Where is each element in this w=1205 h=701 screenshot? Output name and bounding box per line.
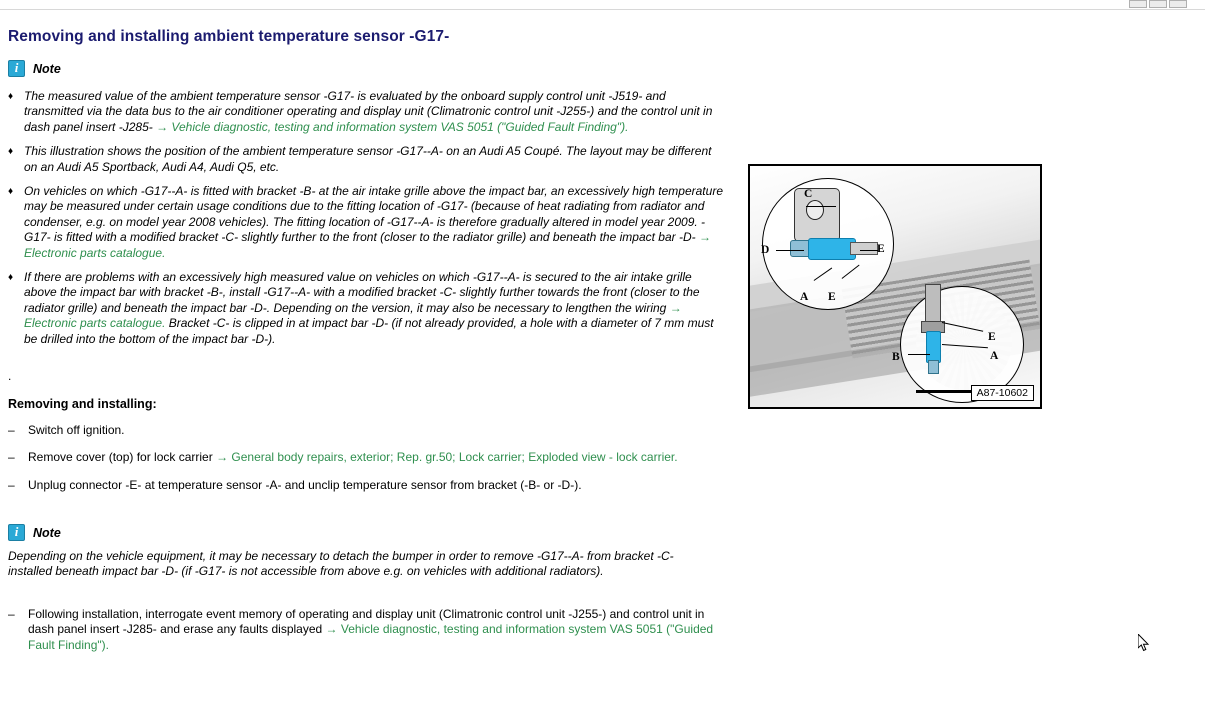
info-icon: [8, 60, 25, 77]
note-label: Note: [33, 61, 61, 76]
callout-e-3: E: [988, 331, 996, 343]
temperature-sensor: [808, 238, 856, 260]
maximize-button[interactable]: [1149, 0, 1167, 8]
cross-reference-link[interactable]: → General body repairs, exterior; Rep. gr.50; Lock carrier; Exploded view - lock carrier.: [216, 450, 678, 465]
bullet-text: [24, 89, 726, 135]
dash-marker: –: [8, 423, 15, 437]
minimize-button[interactable]: [1129, 0, 1147, 8]
callout-a-2: A: [990, 350, 999, 362]
bracket-hole: [806, 200, 824, 220]
bullet-marker: ♦: [8, 146, 14, 158]
callout-e: E: [877, 243, 885, 255]
list-item: [8, 450, 720, 465]
list-item: [8, 478, 720, 493]
step-text-part-1: Remove cover (top) for lock carrier: [28, 450, 217, 465]
bullet-text: [24, 144, 726, 175]
callout-c: C: [804, 188, 813, 200]
callout-d: D: [761, 244, 770, 256]
callout-b: B: [892, 351, 900, 363]
document-page: [0, 9, 1205, 701]
procedure-step-list-2: [8, 607, 720, 665]
list-item: [8, 184, 726, 261]
list-item: [8, 144, 726, 175]
step-text: [28, 423, 720, 438]
cross-reference-link[interactable]: → Vehicle diagnostic, testing and information system VAS 5051 ("Guided Fault Finding").: [156, 119, 629, 134]
dash-marker: –: [8, 450, 15, 465]
technical-illustration: [748, 164, 1042, 409]
section-heading: Removing and installing:: [8, 397, 157, 411]
step-text: [28, 450, 720, 465]
leader-line: [908, 354, 930, 355]
bullet-text-part-1: On vehicles on which -G17--A- is fitted with bracket -B- at the air intake grille above the impact bar, an excessively high temperature may be measured under certain usage conditions due to the fitting location of -G17- (because of heat radiating from radiator and condenser, e.g. on model year 2008 vehicles). The fitting location of -G17--A- is therefore gradually altered in model year 2009. -G17- is fitted with a modified bracket -C- slightly further to the front (closer to the radiator grille) and beneath the impact bar -D-: [24, 184, 723, 245]
bullet-marker: ♦: [8, 91, 14, 102]
close-button[interactable]: [1169, 0, 1187, 8]
bullet-text-part-1: The measured value of the ambient temperature sensor -G17- is evaluated by the onboard supply control unit -J519- and transmitted via the data bus to the air conditioner operating and display unit (Climatronic control unit -J255-) and the control unit in dash panel insert -J285-: [24, 89, 713, 134]
bullet-text-part-2: Bracket -C- is clipped in at impact bar -D- (if not already provided, a hole with a diameter of 7 mm must be drilled into the bottom of the impact bar -D-).: [24, 316, 714, 346]
figure-code: A87-10602: [971, 385, 1034, 401]
procedure-step-list: [8, 423, 720, 505]
leader-line: [860, 250, 878, 251]
list-item: [8, 270, 726, 347]
step-text-part-1: Following installation, interrogate event memory of operating and display unit (Climatronic control unit -J255-) and control unit in dash panel insert -J285- and erase any faults displayed: [28, 607, 705, 637]
dash-marker: –: [8, 477, 15, 492]
list-item: [8, 607, 720, 653]
note-header-2: [8, 524, 61, 541]
trailing-dot: .: [8, 369, 12, 383]
step-text-part-1: Switch off ignition.: [28, 423, 125, 437]
bullet-marker: ♦: [8, 186, 14, 198]
step-text: [28, 607, 720, 653]
info-icon: [8, 524, 25, 541]
callout-a: A: [800, 291, 809, 303]
note-bullet-list: [8, 89, 726, 356]
callout-e-2: E: [828, 291, 836, 303]
temperature-sensor-2: [926, 331, 941, 363]
list-item: [8, 89, 726, 135]
dash-marker: –: [8, 607, 15, 621]
bullet-text-part-1: If there are problems with an excessively high measured value on vehicles on which -G17--A- is secured to the air intake grille above the impact bar with bracket -B-, install -G17--A- with a modified bracket -C- slightly further towards the front (closer to the radiator grille) and beneath the impact bar -D-. Depending on the version, it may also be necessary to lengthen the wiring: [24, 270, 700, 315]
bullet-text-part-1: This illustration shows the position of the ambient temperature sensor -G17--A- on an Audi A5 Coupé. The layout may be different on an Audi A5 Sportback, Audi A4, Audi Q5, etc.: [24, 144, 712, 174]
step-text: [28, 478, 720, 493]
cross-reference-link[interactable]: → Electronic parts catalogue.: [24, 230, 711, 260]
mouse-cursor: [1138, 634, 1150, 653]
list-item: [8, 423, 720, 438]
leader-line: [806, 206, 836, 207]
note-header-1: [8, 60, 61, 77]
cross-reference-link[interactable]: → Electronic parts catalogue.: [24, 300, 682, 331]
page-title: Removing and installing ambient temperature sensor -G17-: [8, 28, 450, 45]
sensor-connector: [850, 242, 878, 255]
bullet-text: [24, 184, 726, 261]
note-label: Note: [33, 525, 61, 540]
cross-reference-link[interactable]: → Vehicle diagnostic, testing and information system VAS 5051 ("Guided Fault Finding").: [28, 622, 714, 652]
leader-line: [776, 250, 804, 251]
bullet-text: [24, 270, 726, 347]
note-body: Depending on the vehicle equipment, it may be necessary to detach the bumper in order to remove -G17--A- from bracket -C- installed beneath impact bar -D- (if -G17- is not accessible from above e.g. on vehicles with additional radiators).: [8, 549, 674, 579]
step-text-part-1: Unplug connector -E- at temperature sensor -A- and unclip temperature sensor from bracket (-B- or -D-).: [28, 477, 582, 492]
sensor-2-tip: [928, 360, 939, 374]
bullet-marker: ♦: [8, 272, 14, 284]
